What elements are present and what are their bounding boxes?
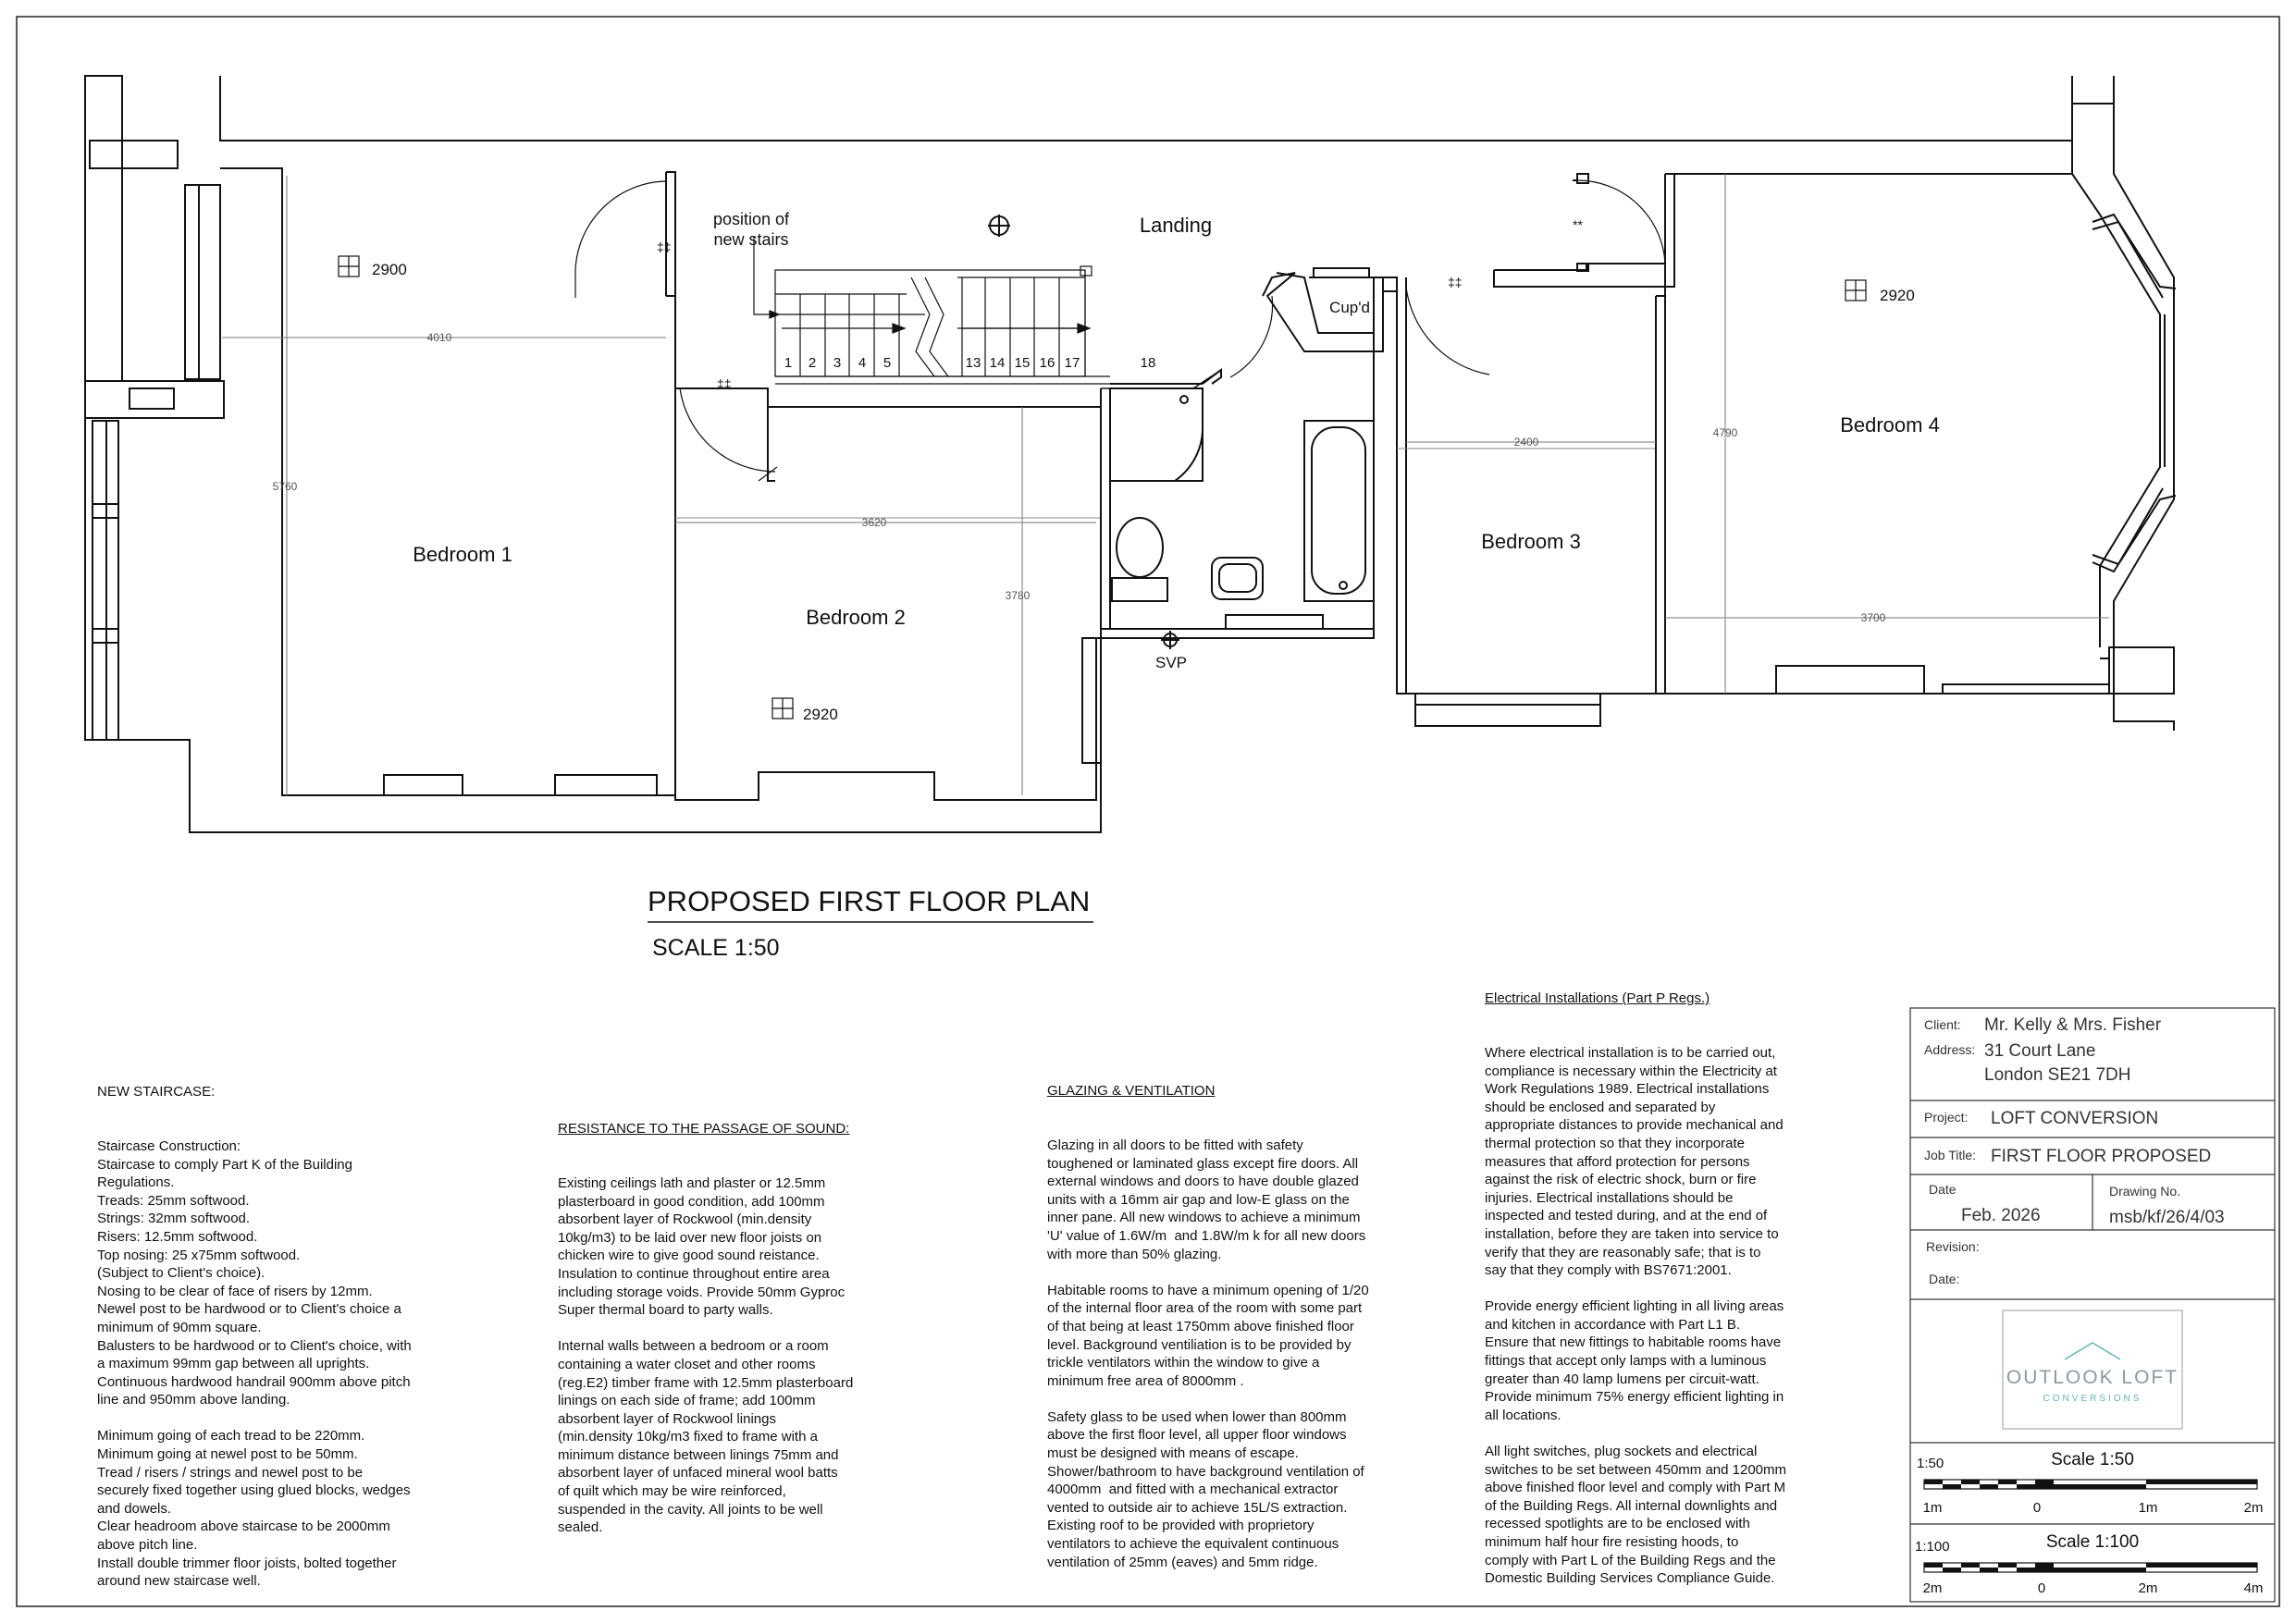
company-logo — [2006, 1343, 2179, 1404]
tread-5: 5 — [883, 355, 892, 371]
note-line: of the Building Regs. All internal downlights and — [1485, 1497, 1778, 1514]
chimney-breast-left — [85, 381, 224, 418]
tread-numbers — [784, 355, 1156, 371]
note-line: ventilators to achieve the equivalent continuous — [1047, 1536, 1339, 1553]
note-line: recessed spotlights are to be enclosed with — [1485, 1516, 1750, 1532]
room-bedroom3: Bedroom 3 — [1481, 530, 1581, 553]
ceiling-height-labels — [372, 261, 1915, 723]
note-line: inner pane. All new windows to achieve a minimum — [1047, 1210, 1361, 1226]
room-labels — [413, 210, 1940, 671]
note-line: and dowels. — [97, 1500, 172, 1517]
note-line: linings on each side of frame; add 100mm — [558, 1393, 816, 1409]
room-bedroom4: Bedroom 4 — [1840, 413, 1940, 436]
svg-text:‡‡: ‡‡ — [657, 240, 672, 254]
rooflight-symbols — [339, 256, 1866, 719]
revision-label: Revision: — [1926, 1239, 1980, 1254]
scale-bar-1-50 — [1917, 1450, 2263, 1516]
note-line: Regulations. — [97, 1174, 175, 1191]
room-cupboard: Cup'd — [1329, 299, 1370, 316]
bedroom4-top-wall — [1665, 104, 2072, 174]
svg-text:‡‡: ‡‡ — [717, 376, 732, 391]
scale100-ratio: 1:100 — [1915, 1539, 1950, 1555]
left-window-column — [85, 76, 122, 381]
notes-sound-heading: RESISTANCE TO THE PASSAGE OF SOUND: — [558, 1121, 850, 1137]
note-line — [1485, 1280, 1786, 1298]
note-line: including storage voids. Provide 50mm Gyproc — [558, 1284, 846, 1300]
scale50-tick-3: 1m — [2138, 1500, 2158, 1516]
note-line: compliance is necessary within the Electricity at — [1485, 1063, 1777, 1079]
bedroom2-top-wall — [675, 388, 1101, 638]
window-bedroom1-upper — [185, 185, 220, 379]
notes-sound — [558, 1084, 853, 1555]
scale-bar-1-100 — [1915, 1532, 2263, 1596]
bedroom3-walls — [1397, 270, 1665, 694]
tread-16: 16 — [1039, 355, 1055, 371]
note-line: appropriate distances to provide mechanical and — [1485, 1117, 1784, 1134]
drawing-value: msb/kf/26/4/03 — [2109, 1208, 2225, 1227]
scale100-tick-1: 2m — [1922, 1580, 1943, 1596]
stairs-note-line1: position of — [712, 210, 790, 228]
title-block-text — [1924, 1015, 2225, 1286]
note-line: around new staircase well. — [97, 1573, 261, 1590]
note-line: Balusters to be hardwood or to Client's choice, with — [97, 1337, 412, 1354]
note-line: toughened or laminated glass except fire doors. All — [1047, 1155, 1359, 1172]
note-line: absorbent layer of unfaced mineral wool batts — [558, 1465, 838, 1482]
bedroom1-door-swing — [575, 181, 666, 277]
note-line: Top nosing: 25 x75mm softwood. — [97, 1247, 301, 1263]
note-line: should be enclosed and separated by — [1485, 1099, 1716, 1115]
note-line: above pitch line. — [97, 1537, 198, 1554]
scale50-ratio: 1:50 — [1917, 1456, 1944, 1471]
dimension-lines — [222, 174, 2109, 795]
notes-electrical-heading: Electrical Installations (Part P Regs.) — [1485, 990, 1710, 1007]
bedroom4-door-swing — [1577, 180, 1665, 264]
title-block — [1910, 1008, 2275, 1602]
notes-glazing — [1047, 1046, 1369, 1590]
tread-13: 13 — [965, 355, 981, 371]
note-line: and kitchen in accordance with Part L1 B. — [1485, 1316, 1740, 1333]
note-line: Tread / risers / strings and newel post to be — [97, 1464, 364, 1481]
outer-wall-left — [85, 76, 1101, 832]
note-line: Habitable rooms to have a minimum opening of 1/20 — [1047, 1282, 1369, 1298]
note-line: suspended in the cavity. All joints to be well — [558, 1501, 823, 1518]
note-line: sealed. — [558, 1519, 603, 1536]
note-line: Existing ceilings lath and plaster or 12.5mm — [558, 1174, 826, 1191]
left-window-sill — [90, 141, 178, 168]
wc-icon — [1117, 518, 1163, 577]
dim-b4-depth: 4790 — [1712, 426, 1738, 439]
note-line: minimum of 90mm square. — [97, 1319, 262, 1335]
note-line: 'U' value of 1.6W/m and 1.8W/m k for all new doors — [1047, 1227, 1366, 1244]
client-value: Mr. Kelly & Mrs. Fisher — [1984, 1015, 2162, 1035]
note-line: vented to outside air to achieve 15L/S extraction. — [1047, 1499, 1348, 1516]
note-line: (min.density 10kg/m3 fixed to frame with a — [558, 1429, 818, 1445]
notes-electrical-body — [1485, 1044, 1786, 1588]
note-line: Ensure that new fittings to habitable rooms have — [1485, 1334, 1782, 1351]
note-line: Shower/bathroom to have background ventilation of — [1047, 1463, 1364, 1480]
note-line: (reg.E2) timber frame with 12.5mm plasterboard — [558, 1374, 854, 1391]
bedroom4-bottom-wall — [1665, 658, 2109, 694]
date-label: Date — [1929, 1182, 1957, 1197]
note-line: Provide energy efficient lighting in all living areas — [1485, 1298, 1784, 1315]
bedroom2-door-swing — [680, 388, 775, 472]
note-line: comply with Part L of the Building Regs and the — [1485, 1552, 1776, 1568]
note-line — [1047, 1263, 1369, 1282]
client-label: Client: — [1924, 1017, 1961, 1032]
note-line: chicken wire to give good sound reistance. — [558, 1248, 820, 1264]
drawing-label: Drawing No. — [2109, 1184, 2181, 1199]
note-line: Safety glass to be used when lower than 800mm — [1047, 1408, 1347, 1425]
dim-b2-depth: 3780 — [1005, 589, 1031, 602]
note-line: of that being at least 1750mm above finished floor — [1047, 1318, 1354, 1334]
note-line: above the first floor level, all upper floor windows — [1047, 1427, 1347, 1444]
ceiling-b2: 2920 — [803, 706, 838, 723]
note-line: 4000mm and fitted with a mechanical extractor — [1047, 1482, 1339, 1498]
notes-staircase-body — [97, 1137, 412, 1591]
logo-roof-icon — [2065, 1343, 2120, 1359]
note-line: Super thermal board to party walls. — [558, 1302, 773, 1319]
landing-door-swing — [1230, 296, 1273, 377]
bath-icon — [1304, 421, 1374, 601]
dimension-labels — [273, 331, 1886, 624]
note-line: securely fixed together using glued blocks, wedges — [97, 1482, 411, 1499]
room-bedroom2: Bedroom 2 — [806, 606, 906, 629]
svg-text:**: ** — [1573, 217, 1583, 232]
note-line: minimum half hour fire resisting hoods, to — [1485, 1534, 1739, 1550]
note-line: Risers: 12.5mm softwood. — [97, 1228, 258, 1245]
notes-sound-body — [558, 1174, 853, 1537]
note-line: of the internal floor area of the room with some part — [1047, 1300, 1363, 1317]
address-label: Address: — [1924, 1042, 1976, 1057]
note-line: injuries. Electrical installations should be — [1485, 1189, 1734, 1206]
revision-date-label: Date: — [1929, 1272, 1960, 1286]
note-line: Provide minimum 75% energy efficient lighting in — [1485, 1389, 1784, 1406]
bay-window-inner — [2072, 104, 2160, 647]
note-line: Newel post to be hardwood or to Client's choice a — [97, 1301, 401, 1318]
note-line — [558, 1320, 853, 1338]
tread-14: 14 — [989, 355, 1006, 371]
note-line: against the risk of electric shock, burn or fire — [1485, 1172, 1757, 1188]
note-line: Internal walls between a bedroom or a room — [558, 1338, 829, 1355]
dim-b4-width: 3700 — [1860, 611, 1886, 624]
note-line: Staircase Construction: — [97, 1137, 241, 1154]
address-line1: 31 Court Lane — [1984, 1041, 2096, 1061]
note-line: minimum distance between linings 75mm and — [558, 1446, 839, 1463]
note-line: units with a 16mm air gap and low-E glass on the — [1047, 1191, 1350, 1208]
notes-staircase — [97, 1047, 412, 1608]
note-line: ventilation of 25mm (eaves) and 5mm ridge. — [1047, 1554, 1318, 1570]
ceiling-b4: 2920 — [1880, 287, 1915, 304]
note-line: Continuous hardwood handrail 900mm above pitch — [97, 1373, 411, 1390]
note-line: Treads: 25mm softwood. — [97, 1192, 250, 1209]
note-line: fittings that accept only lamps with a luminous — [1485, 1353, 1767, 1370]
dim-b1-width: 4010 — [426, 331, 452, 344]
note-line: Where electrical installation is to be carried out, — [1485, 1044, 1776, 1061]
note-line: switches to be set between 450mm and 1200mm — [1485, 1461, 1787, 1478]
note-line: inspected and tested during, and at the end of — [1485, 1208, 1768, 1224]
date-value: Feb. 2026 — [1961, 1206, 2041, 1225]
bedroom3-door-swing — [1406, 287, 1489, 375]
scale100-title: Scale 1:100 — [2045, 1532, 2140, 1552]
note-line: verify that they are reasonably safe; that is to — [1485, 1244, 1761, 1260]
address-line2: London SE21 7DH — [1984, 1065, 2131, 1085]
window-bedroom2-right — [1082, 638, 1101, 763]
label-svp: SVP — [1154, 654, 1188, 671]
note-line: absorbent layer of Rockwool linings — [558, 1410, 776, 1427]
note-line — [1047, 1390, 1369, 1408]
note-line: say that they comply with BS7671:2001. — [1485, 1262, 1732, 1279]
note-line: with more than 50% glazing. — [1047, 1246, 1222, 1262]
note-line: a maximum 99mm gap between all uprights. — [97, 1356, 370, 1372]
tread-4: 4 — [858, 355, 867, 371]
note-line: above finished floor level and comply with Part M — [1485, 1480, 1786, 1496]
scale100-tick-4: 4m — [2243, 1580, 2264, 1596]
bathroom-right-wall — [1383, 277, 1397, 638]
note-line: level. Background ventiliation is to be provided by — [1047, 1336, 1352, 1353]
detector-marks — [657, 217, 1583, 391]
room-bedroom1: Bedroom 1 — [413, 543, 512, 566]
note-line: of quilt which may be wire reinforced, — [558, 1483, 786, 1500]
notes-staircase-heading: NEW STAIRCASE: — [97, 1084, 216, 1100]
scale50-tick-2: 0 — [2032, 1500, 2042, 1516]
tread-15: 15 — [1014, 355, 1031, 371]
tread-18: 18 — [1140, 355, 1156, 371]
svg-text:‡‡: ‡‡ — [1448, 275, 1463, 289]
scale50-tick-1: 1m — [1922, 1500, 1943, 1516]
note-line: minimum free area of 8000mm . — [1047, 1372, 1244, 1389]
note-line: must be designed with means of escape. — [1047, 1445, 1299, 1462]
notes-electrical — [1485, 953, 1786, 1605]
logo-main-text: OUTLOOK LOFT — [2006, 1367, 2179, 1388]
note-line: 10kg/m3) to be laid over new floor joists on — [558, 1229, 822, 1246]
window-bedroom3 — [1415, 694, 1600, 726]
scale100-tick-3: 2m — [2138, 1580, 2158, 1596]
note-line: Strings: 32mm softwood. — [97, 1211, 251, 1227]
note-line: Domestic Building Services Compliance Guide. — [1485, 1570, 1775, 1587]
room-landing: Landing — [1139, 214, 1213, 237]
plan-scale: SCALE 1:50 — [652, 935, 780, 961]
dim-b1-depth: 5760 — [272, 480, 298, 493]
tread-2: 2 — [808, 355, 817, 371]
note-line — [97, 1409, 412, 1428]
notes-glazing-heading: GLAZING & VENTILATION — [1047, 1083, 1216, 1100]
project-value: LOFT CONVERSION — [1991, 1109, 2159, 1128]
tread-3: 3 — [833, 355, 842, 371]
note-line: Minimum going at newel post to be 50mm. — [97, 1446, 358, 1463]
note-line: thermal protection so that they incorporate — [1485, 1135, 1745, 1151]
note-line: absorbent layer of Rockwool (min.density — [558, 1211, 812, 1228]
tread-1: 1 — [784, 355, 793, 371]
outer-wall-top-right — [2072, 76, 2114, 104]
note-line: measures that afford protection for persons — [1485, 1153, 1750, 1170]
stairs-note-line2: new stairs — [713, 230, 789, 249]
note-line: external windows and doors to have double glazed — [1047, 1174, 1359, 1190]
scale100-tick-2: 0 — [2037, 1580, 2046, 1596]
tread-17: 17 — [1064, 355, 1080, 371]
dim-b3-width: 2400 — [1513, 436, 1539, 449]
note-line: Install double trimmer floor joists, bolted together — [97, 1555, 397, 1571]
shower-drain-icon — [1180, 396, 1188, 403]
note-line: plasterboard in good condition, add 100mm — [558, 1193, 825, 1210]
scale50-title: Scale 1:50 — [2051, 1450, 2134, 1469]
note-line — [1485, 1424, 1786, 1443]
floor-plan — [85, 76, 2176, 832]
job-value: FIRST FLOOR PROPOSED — [1991, 1147, 2212, 1166]
note-line: Insulation to continue throughout entire area — [558, 1265, 830, 1282]
note-line: Nosing to be clear of face of risers by 12mm. — [97, 1283, 373, 1299]
note-line: (Subject to Client's choice). — [97, 1265, 265, 1282]
note-line: trickle ventilators within the window to give a — [1047, 1355, 1320, 1371]
note-line: All light switches, plug sockets and electrical — [1485, 1444, 1758, 1460]
note-line: Staircase to comply Part K of the Building — [97, 1156, 352, 1173]
note-line: Work Regulations 1989. Electrical installations — [1485, 1081, 1770, 1098]
note-line: Existing roof to be provided with proprietory — [1047, 1518, 1315, 1534]
scale50-tick-4: 2m — [2243, 1500, 2264, 1516]
note-line: containing a water closet and other rooms — [558, 1356, 816, 1372]
note-line: Minimum going of each tread to be 220mm. — [97, 1428, 365, 1445]
dim-b2-width: 3620 — [861, 516, 887, 529]
project-label: Project: — [1924, 1110, 1969, 1125]
note-line: all locations. — [1485, 1407, 1562, 1423]
ceiling-b1: 2900 — [372, 261, 407, 278]
note-line: installation, before they are taken into service to — [1485, 1225, 1779, 1242]
note-line: Glazing in all doors to be fitted with safety — [1047, 1137, 1303, 1153]
job-label: Job Title: — [1924, 1148, 1977, 1162]
note-line: line and 950mm above landing. — [97, 1392, 290, 1408]
note-line: greater than 40 lamp lumens per circuit-watt. — [1485, 1371, 1759, 1387]
plan-title: PROPOSED FIRST FLOOR PLAN — [648, 885, 1091, 917]
notes-glazing-body — [1047, 1137, 1369, 1571]
party-wall-top — [220, 76, 2072, 141]
note-line: Clear headroom above staircase to be 2000mm — [97, 1518, 390, 1535]
logo-sub-text: CONVERSIONS — [2043, 1394, 2142, 1404]
